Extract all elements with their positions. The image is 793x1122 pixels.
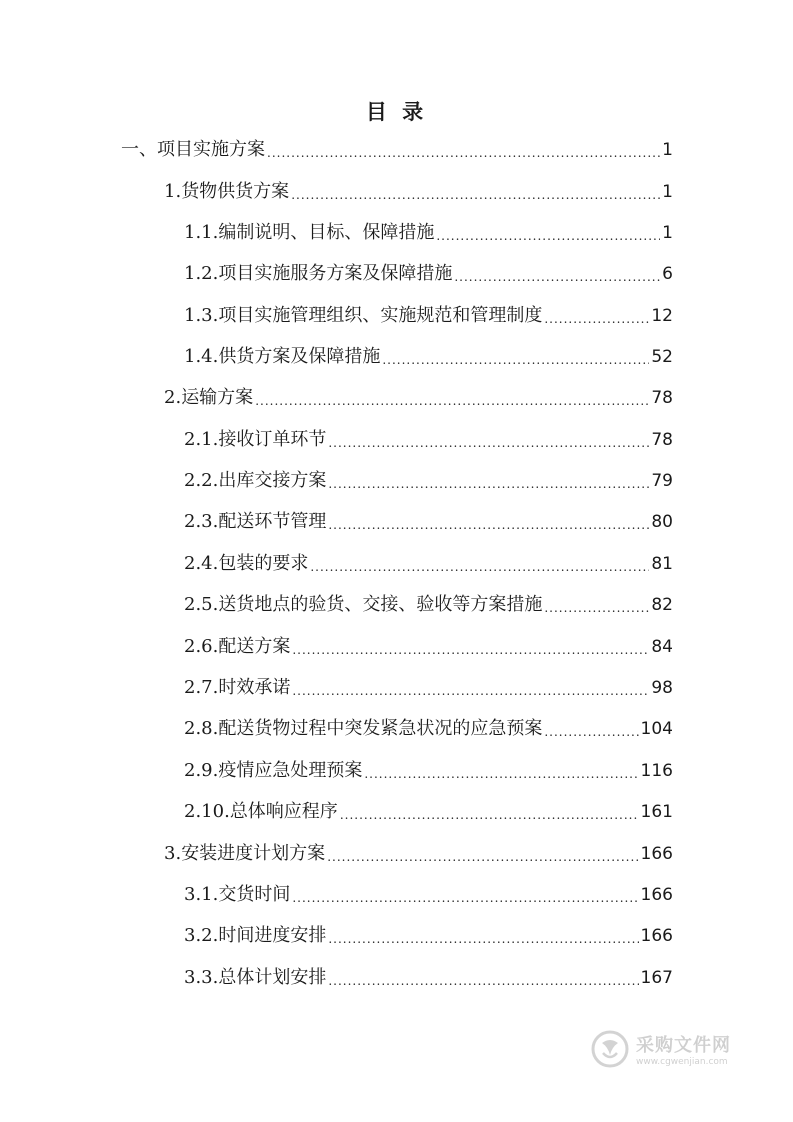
toc-entry-page: 1 [662, 182, 673, 202]
toc-entry-number: 一、 [121, 139, 157, 160]
toc-dot-leader [544, 599, 649, 617]
toc-entry-number: 3.1. [184, 884, 219, 905]
toc-entry[interactable] [184, 800, 673, 824]
toc-entry-page: 80 [651, 512, 673, 532]
toc-entry-number: 2. [164, 387, 182, 408]
toc-entry-title: 总体响应程序 [229, 801, 338, 822]
toc-dot-leader [292, 889, 638, 907]
toc-entry-number: 3. [164, 843, 182, 864]
toc-entry-title: 安装进度计划方案 [181, 843, 326, 864]
toc-entry-number: 1.2. [184, 263, 219, 284]
toc-entry-title: 货物供货方案 [181, 181, 290, 202]
toc-entry-number: 1.4. [184, 346, 219, 367]
watermark-site-name: 采购文件网 [636, 1035, 731, 1056]
watermark-site-url: www.cgwenjian.com [636, 1057, 728, 1067]
toc-entry-page: 167 [640, 968, 673, 988]
toc-entry-page: 78 [651, 430, 673, 450]
toc-entry-number: 2.3. [184, 511, 219, 532]
toc-entry-number: 2.9. [184, 760, 219, 781]
toc-entry-title: 编制说明、目标、保障措施 [218, 222, 435, 243]
toc-entry[interactable] [184, 759, 673, 783]
toc-dot-leader [328, 516, 649, 534]
toc-entry[interactable] [184, 717, 673, 741]
toc-dot-leader [327, 848, 638, 866]
toc-entry[interactable] [184, 676, 673, 700]
toc-entry-page: 116 [640, 761, 673, 781]
toc-dot-leader [328, 475, 649, 493]
toc-dot-leader [340, 806, 639, 824]
toc-entry-page: 81 [651, 554, 673, 574]
toc-dot-leader [267, 144, 660, 162]
toc-entry-number: 2.2. [184, 470, 219, 491]
toc-entry-page: 161 [640, 802, 673, 822]
toc-entry-page: 98 [651, 678, 673, 698]
toc-title: 目 录 [365, 99, 428, 124]
toc-entry-title: 供货方案及保障措施 [218, 346, 381, 367]
toc-dot-leader [255, 392, 649, 410]
toc-entry[interactable] [164, 180, 673, 204]
toc-entry-title: 疫情应急处理预案 [218, 760, 363, 781]
toc-entry-page: 1 [662, 140, 673, 160]
toc-dot-leader [292, 641, 649, 659]
toc-entry-number: 2.10. [184, 801, 230, 822]
toc-entry[interactable] [184, 262, 673, 286]
toc-entry-number: 3.2. [184, 925, 219, 946]
toc-entry-number: 2.7. [184, 677, 219, 698]
toc-entry-page: 166 [640, 844, 673, 864]
toc-entry-page: 82 [651, 595, 673, 615]
toc-entry-page: 166 [640, 926, 673, 946]
toc-entry-number: 1. [164, 181, 182, 202]
watermark [590, 1024, 750, 1074]
toc-entry-number: 2.5. [184, 594, 219, 615]
toc-entry[interactable] [164, 386, 673, 410]
toc-entry-number: 2.6. [184, 636, 219, 657]
toc-entry-title: 包装的要求 [218, 553, 309, 574]
toc-dot-leader [328, 930, 638, 948]
toc-entry-title: 接收订单环节 [218, 429, 327, 450]
toc-entry-number: 2.1. [184, 429, 219, 450]
toc-entry[interactable] [184, 345, 673, 369]
toc-dot-leader [292, 682, 649, 700]
toc-entry-title: 时间进度安排 [218, 925, 327, 946]
toc-entry-title: 时效承诺 [218, 677, 291, 698]
toc-entry-page: 6 [662, 264, 673, 284]
toc-entry[interactable] [184, 510, 673, 534]
toc-dot-leader [454, 268, 660, 286]
toc-entry-title: 项目实施服务方案及保障措施 [218, 263, 453, 284]
toc-dot-leader [544, 310, 649, 328]
toc-entry-title: 出库交接方案 [218, 470, 327, 491]
cgwenjian-logo-icon [590, 1029, 630, 1069]
toc-dot-leader [291, 186, 660, 204]
toc-entry[interactable] [184, 883, 673, 907]
toc-entry-page: 166 [640, 885, 673, 905]
toc-dot-leader [328, 972, 638, 990]
toc-entry[interactable] [164, 842, 673, 866]
toc-entry-title: 配送方案 [218, 636, 291, 657]
toc-entry-number: 1.1. [184, 222, 219, 243]
toc-entry-page: 84 [651, 637, 673, 657]
toc-entry-page: 1 [662, 223, 673, 243]
toc-dot-leader [436, 227, 660, 245]
toc-dot-leader [382, 351, 649, 369]
toc-entry[interactable] [184, 428, 673, 452]
toc-entry-title: 项目实施管理组织、实施规范和管理制度 [218, 305, 543, 326]
toc-entry-page: 104 [640, 719, 673, 739]
toc-dot-leader [310, 558, 649, 576]
toc-entry-page: 79 [651, 471, 673, 491]
toc-entry-title: 送货地点的验货、交接、验收等方案措施 [218, 594, 543, 615]
toc-dot-leader [544, 723, 638, 741]
toc-entry[interactable] [184, 966, 673, 990]
toc-entry[interactable] [184, 552, 673, 576]
toc-entry-title: 配送环节管理 [218, 511, 327, 532]
toc-entry[interactable] [121, 138, 673, 162]
toc-entry-number: 2.8. [184, 718, 219, 739]
toc-entry-page: 78 [651, 388, 673, 408]
toc-entry[interactable] [184, 304, 673, 328]
toc-entry-number: 2.4. [184, 553, 219, 574]
toc-entry[interactable] [184, 635, 673, 659]
toc-dot-leader [364, 765, 638, 783]
toc-dot-leader [328, 434, 649, 452]
toc-entry-title: 交货时间 [218, 884, 291, 905]
toc-entry[interactable] [184, 469, 673, 493]
toc-entry-page: 12 [651, 306, 673, 326]
toc-entry[interactable] [184, 924, 673, 948]
toc-entry-number: 1.3. [184, 305, 219, 326]
toc-entry[interactable] [184, 593, 673, 617]
toc-entry-page: 52 [651, 347, 673, 367]
toc-entry-number: 3.3. [184, 967, 219, 988]
toc-entry-title: 运输方案 [181, 387, 254, 408]
toc-entry[interactable] [184, 221, 673, 245]
toc-entry-title: 项目实施方案 [157, 139, 265, 160]
toc-entry-title: 总体计划安排 [218, 967, 327, 988]
toc-entry-title: 配送货物过程中突发紧急状况的应急预案 [218, 718, 543, 739]
